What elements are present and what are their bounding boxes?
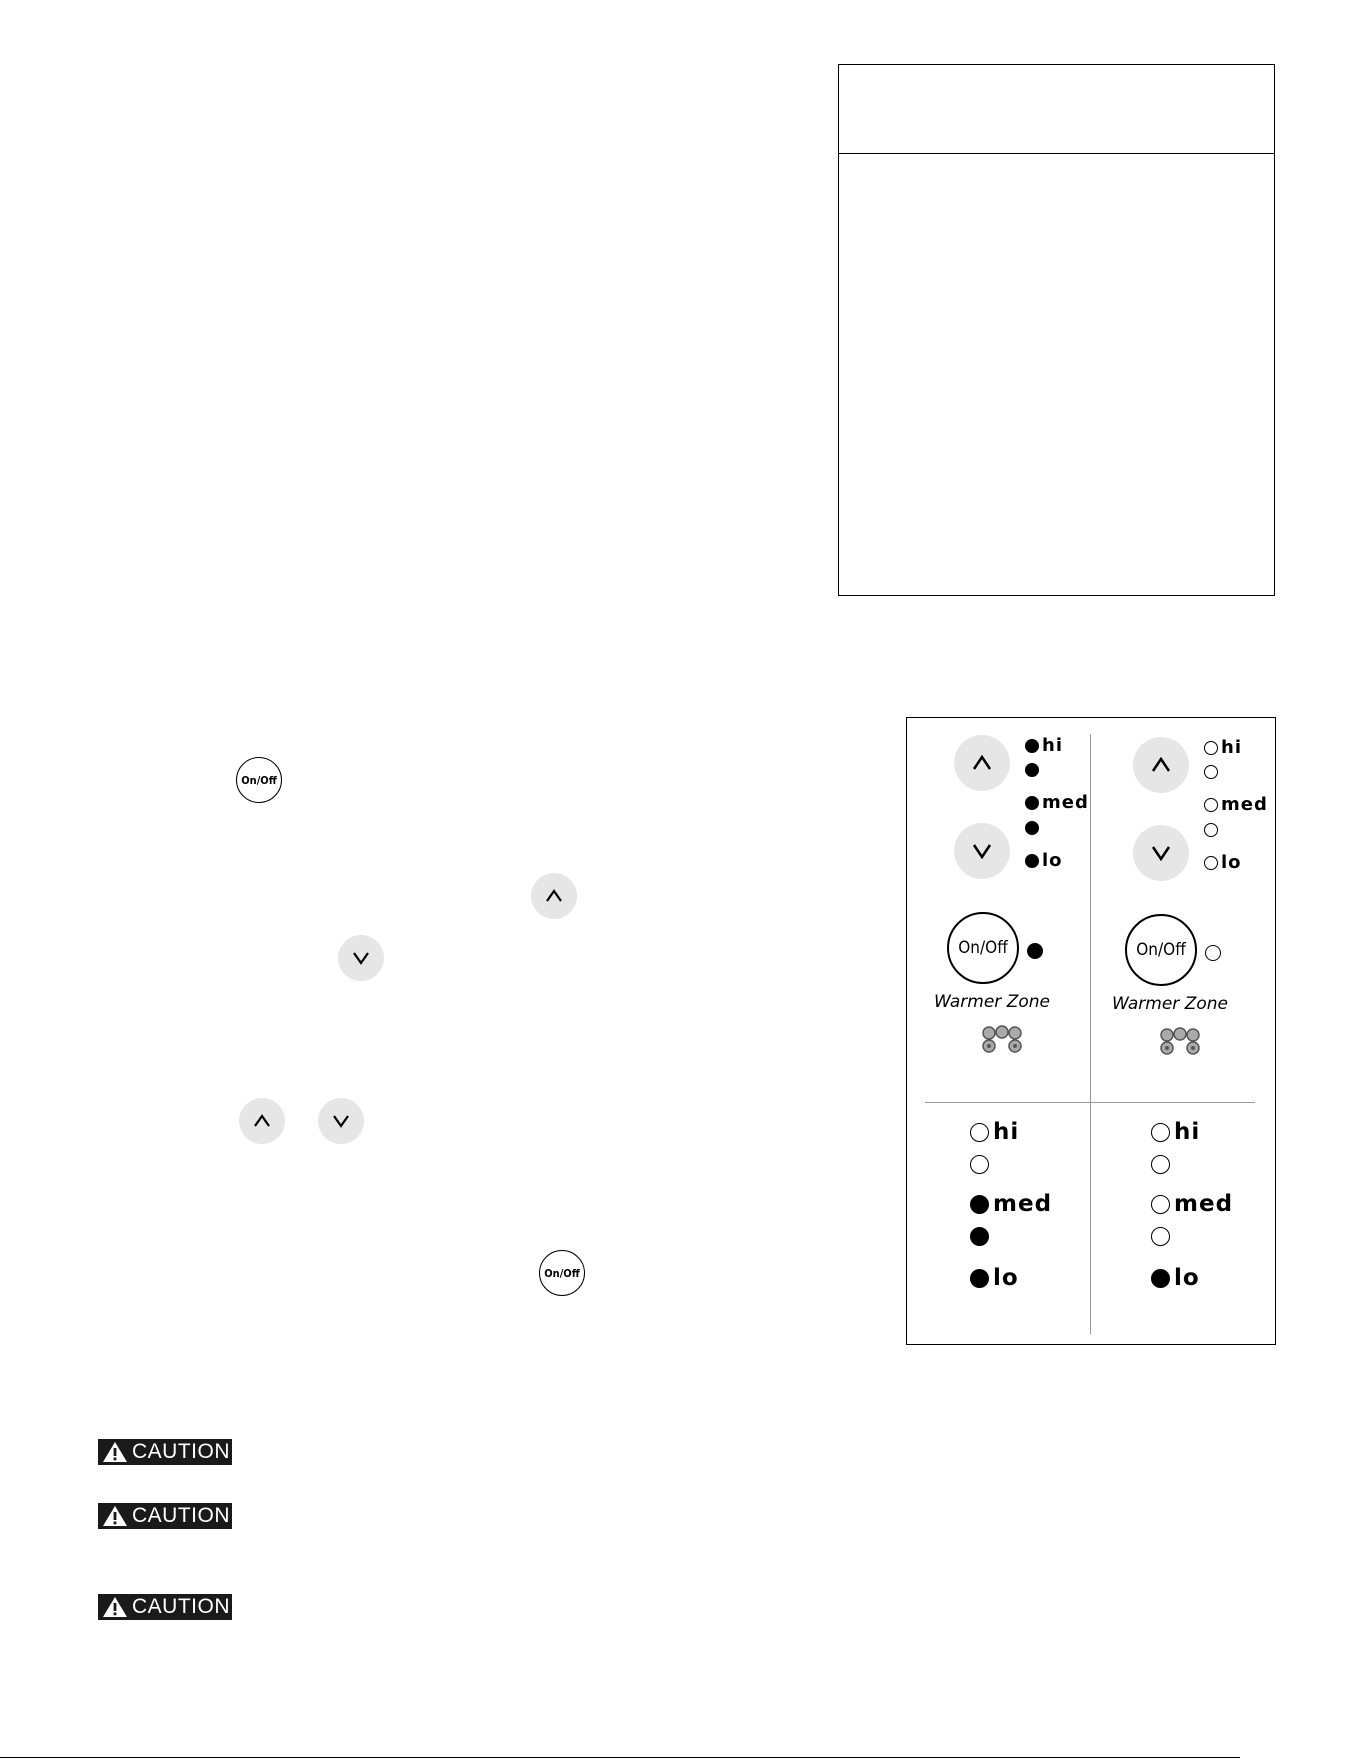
down-arrow-icon xyxy=(1133,825,1189,881)
indicator-med xyxy=(1204,794,1268,815)
indicator-light xyxy=(970,1195,989,1214)
down-arrow-icon xyxy=(338,935,384,981)
on-off-icon-label: On/Off xyxy=(241,773,277,787)
indicator-hi xyxy=(1204,737,1242,758)
indicator-lo xyxy=(1151,1265,1200,1291)
on-off-icon-label: On/Off xyxy=(544,1266,580,1280)
indicator-light xyxy=(1151,1227,1170,1246)
indicator-label: lo xyxy=(1174,1265,1200,1291)
down-arrow-icon xyxy=(318,1098,364,1144)
indicator-label: lo xyxy=(993,1265,1019,1291)
power-indicator-light xyxy=(1027,943,1043,959)
up-arrow-icon xyxy=(239,1098,285,1144)
indicator-light xyxy=(1151,1269,1170,1288)
indicator-label: med xyxy=(1174,1191,1234,1217)
indicator-light xyxy=(970,1155,989,1174)
warmer-zone-icon xyxy=(1158,1026,1202,1056)
indicator-light xyxy=(1204,765,1218,779)
indicator-light xyxy=(1204,823,1218,837)
on-off-icon xyxy=(539,1250,585,1296)
indicator-light xyxy=(1151,1155,1170,1174)
warning-triangle-icon xyxy=(102,1441,128,1463)
on-off-label: On/Off xyxy=(1136,940,1186,960)
on-off-icon xyxy=(236,757,282,803)
caution-label xyxy=(98,1503,232,1529)
indicator-med xyxy=(970,1191,1052,1217)
on-off-label: On/Off xyxy=(958,938,1008,958)
indicator-light xyxy=(1025,854,1039,868)
indicator-label: lo xyxy=(1221,852,1242,873)
control-panel-diagram xyxy=(906,717,1276,1345)
diagram-vertical-divider xyxy=(1090,734,1091,1334)
indicator-lo xyxy=(970,1265,1019,1291)
indicator-step xyxy=(1151,1227,1174,1246)
indicator-light xyxy=(1025,739,1039,753)
warning-triangle-icon xyxy=(102,1596,128,1618)
indicator-light xyxy=(1025,796,1039,810)
indicator-step xyxy=(970,1155,993,1174)
indicator-light xyxy=(1151,1123,1170,1142)
indicator-light xyxy=(1204,741,1218,755)
indicator-label: med xyxy=(993,1191,1053,1217)
page-bottom-rule xyxy=(0,1757,1240,1758)
info-box-divider xyxy=(839,153,1274,154)
indicator-light xyxy=(1151,1195,1170,1214)
indicator-step xyxy=(1025,821,1042,835)
indicator-label: med xyxy=(1221,794,1268,815)
indicator-step xyxy=(1151,1155,1174,1174)
indicator-label: hi xyxy=(1042,735,1063,756)
indicator-label: hi xyxy=(1174,1119,1201,1145)
indicator-lo xyxy=(1025,850,1063,871)
warmer-zone-label: Warmer Zone xyxy=(934,992,1050,1012)
down-arrow-icon xyxy=(954,823,1010,879)
indicator-light xyxy=(970,1123,989,1142)
diagram-horizontal-divider xyxy=(925,1102,1255,1103)
indicator-label: lo xyxy=(1042,850,1063,871)
indicator-hi xyxy=(1151,1119,1200,1145)
warmer-zone-label: Warmer Zone xyxy=(1112,994,1228,1014)
caution-label xyxy=(98,1594,232,1620)
on-off-button-icon xyxy=(947,912,1019,984)
caution-text: CAUTION xyxy=(132,1440,230,1463)
up-arrow-icon xyxy=(954,735,1010,791)
indicator-label: hi xyxy=(1221,737,1242,758)
indicator-step xyxy=(1204,823,1221,837)
indicator-med xyxy=(1025,792,1089,813)
caution-text: CAUTION xyxy=(132,1595,230,1618)
indicator-hi xyxy=(970,1119,1019,1145)
caution-text: CAUTION xyxy=(132,1504,230,1527)
warmer-zone-icon xyxy=(980,1024,1024,1054)
indicator-lo xyxy=(1204,852,1242,873)
indicator-light xyxy=(1204,798,1218,812)
indicator-step xyxy=(1204,765,1221,779)
indicator-label: hi xyxy=(993,1119,1020,1145)
indicator-light xyxy=(1025,821,1039,835)
indicator-light xyxy=(1204,856,1218,870)
caution-label xyxy=(98,1439,232,1465)
indicator-label: med xyxy=(1042,792,1089,813)
up-arrow-icon xyxy=(531,873,577,919)
up-arrow-icon xyxy=(1133,737,1189,793)
warning-triangle-icon xyxy=(102,1505,128,1527)
indicator-step xyxy=(970,1227,993,1246)
power-indicator-light xyxy=(1205,945,1221,961)
indicator-med xyxy=(1151,1191,1233,1217)
indicator-step xyxy=(1025,763,1042,777)
indicator-light xyxy=(970,1269,989,1288)
indicator-hi xyxy=(1025,735,1063,756)
on-off-button-icon xyxy=(1125,914,1197,986)
indicator-light xyxy=(1025,763,1039,777)
info-box xyxy=(838,64,1275,596)
indicator-light xyxy=(970,1227,989,1246)
